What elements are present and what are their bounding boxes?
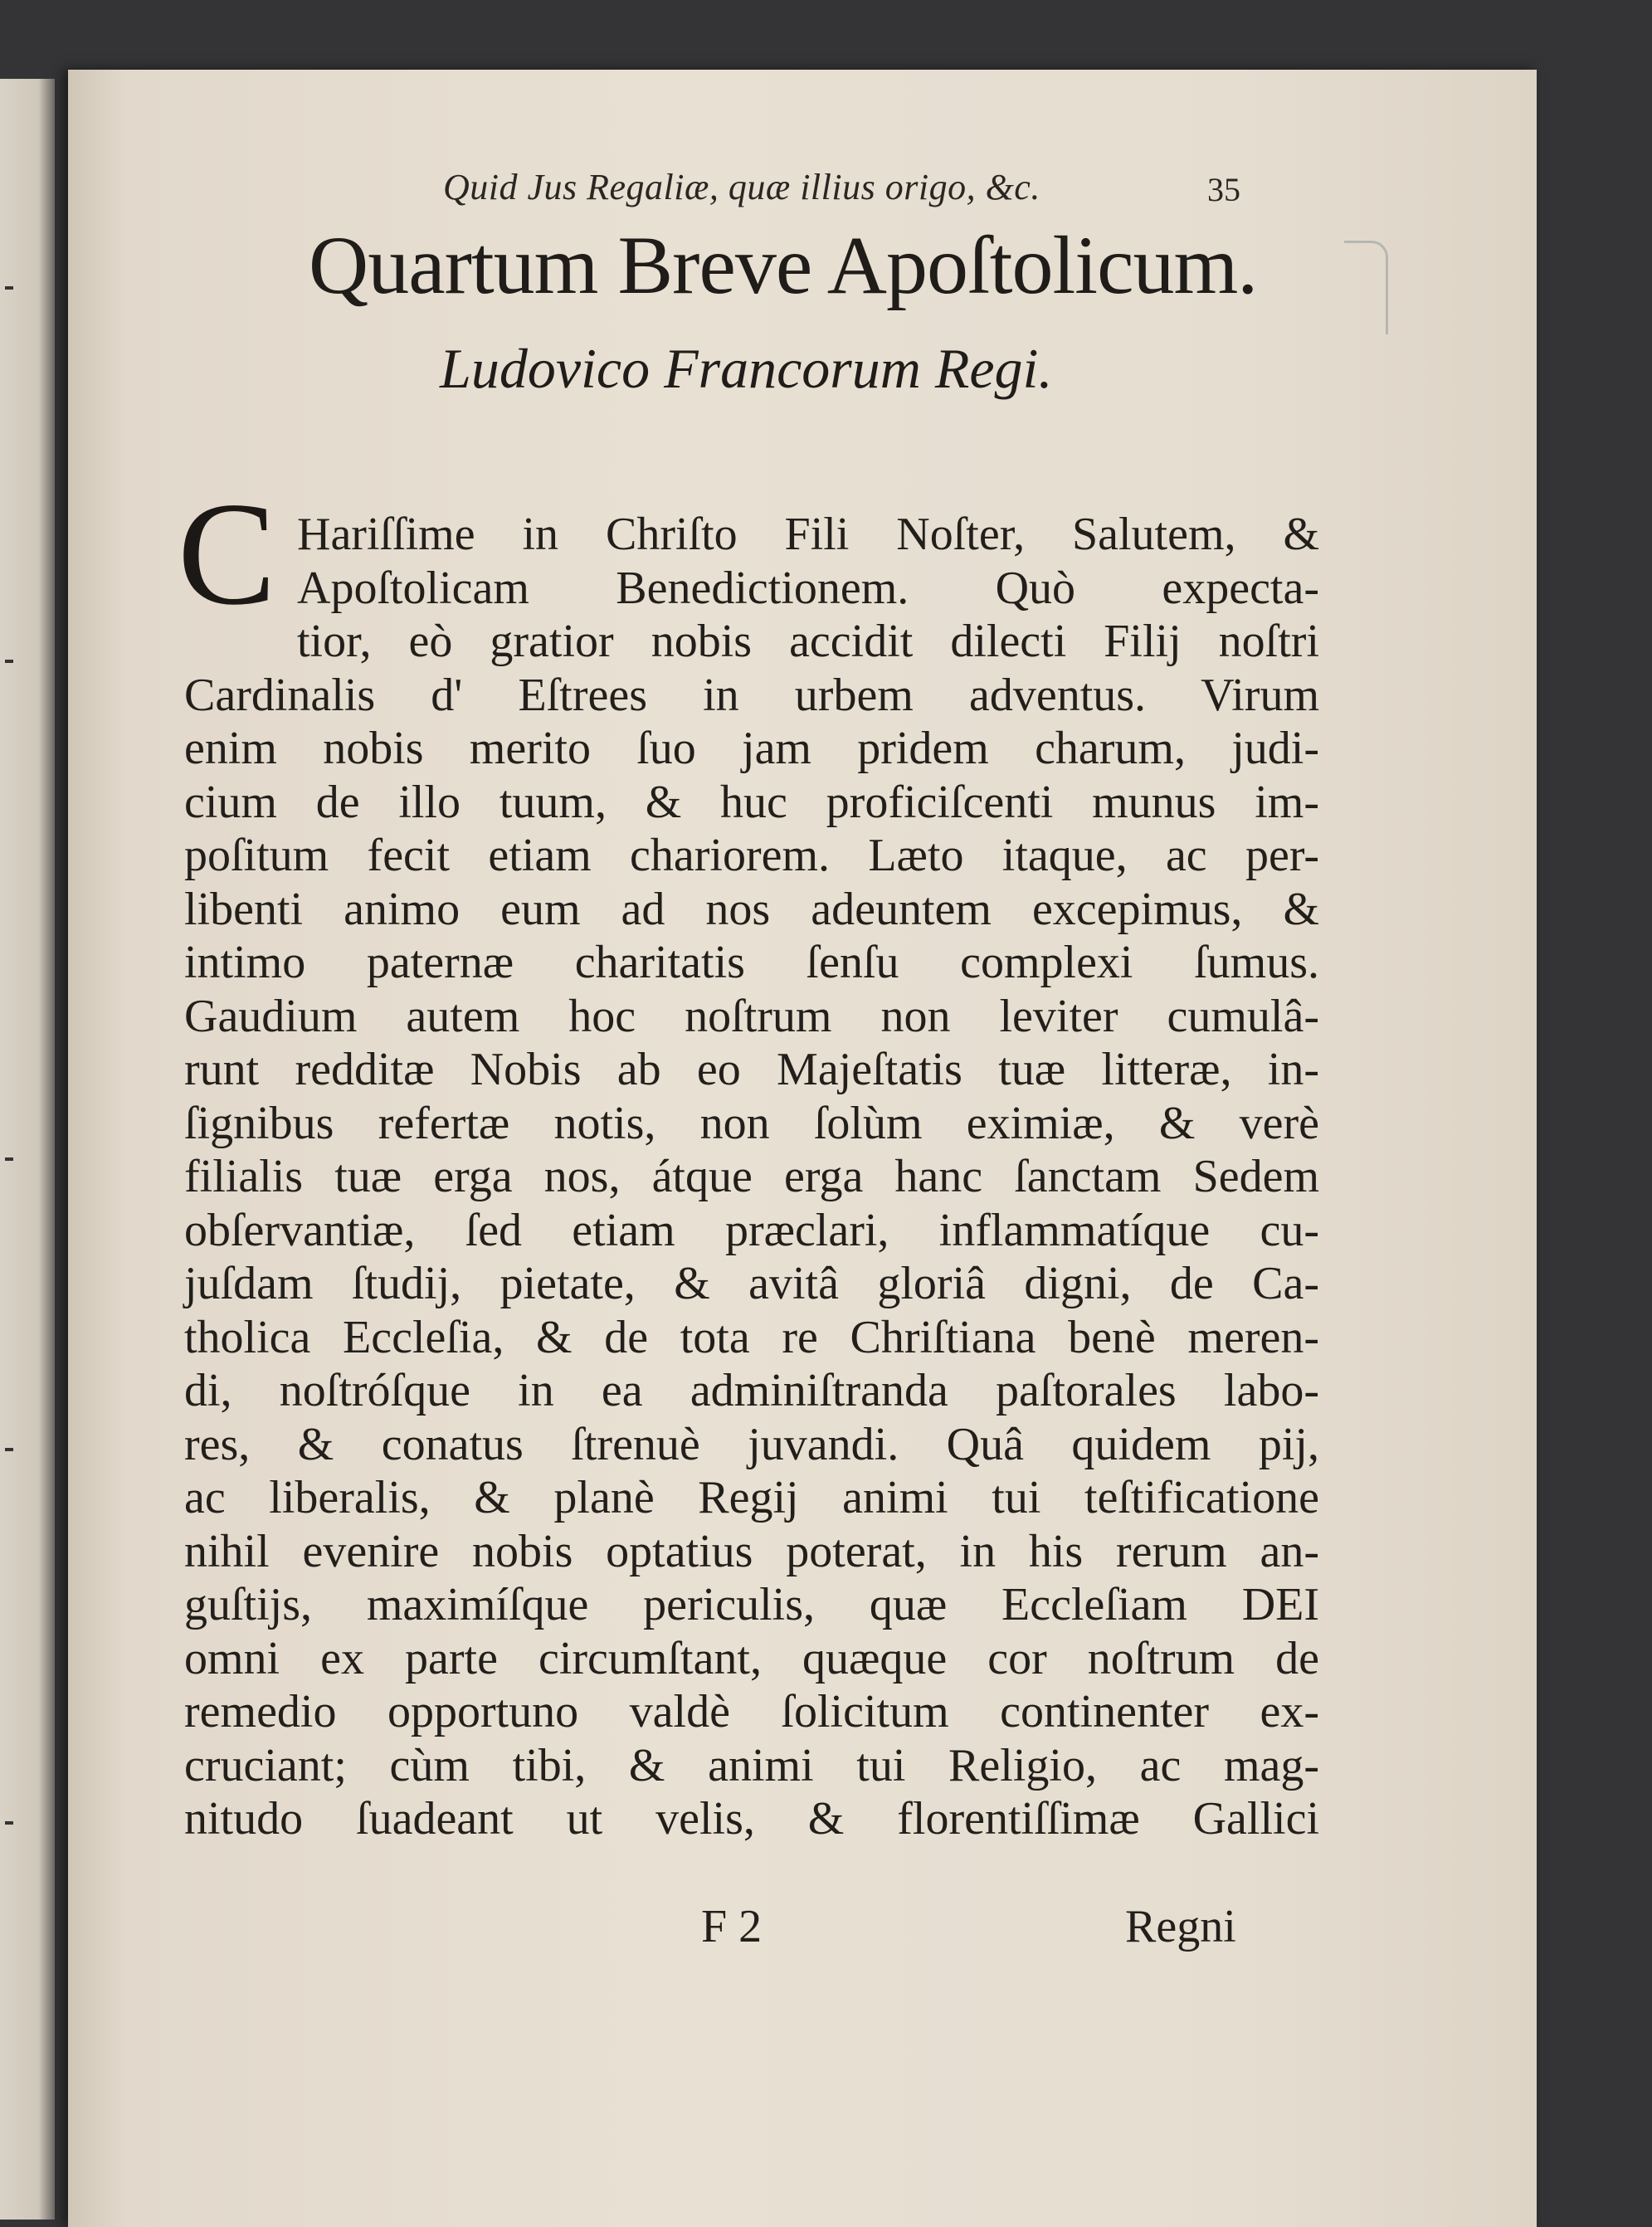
text-line: Gaudium autem hoc noſtrum non leviter cumulâ- [184, 990, 1319, 1042]
page-number: 35 [1207, 171, 1240, 208]
text-line: ſignibus refertæ notis, non ſolùm eximiæ, & verè [184, 1097, 1319, 1149]
text-line: Apoſtolicam Benedictionem. Quò expecta- [297, 562, 1319, 614]
running-head: Quid Jus Regaliæ, quæ illius origo, &c. [443, 167, 1040, 207]
text-line: omni ex parte circumſtant, quæque cor noſtrum de [184, 1632, 1319, 1684]
text-line: cium de illo tuum, & huc proficiſcenti munus im- [184, 776, 1319, 828]
pencil-mark [1344, 241, 1388, 334]
text-line: tior, eò gratior nobis accidit dilecti Filij noſtri [297, 616, 1319, 667]
text-line: di, noſtróſque in ea adminiſtranda paſtorales labo- [184, 1365, 1319, 1416]
text-line: filialis tuæ erga nos, átque erga hanc ſanctam Sedem [184, 1151, 1319, 1202]
text-line: Cardinalis d' Eſtrees in urbem adventus. Virum [184, 669, 1319, 721]
text-line: remedio opportuno valdè ſolicitum continenter ex- [184, 1686, 1319, 1737]
text-line: res, & conatus ſtrenuè juvandi. Quâ quidem pij, [184, 1418, 1319, 1470]
text-line: intimo paternæ charitatis ſenſu complexi ſumus. [184, 937, 1319, 988]
text-line: enim nobis merito ſuo jam pridem charum, judi- [184, 723, 1319, 774]
facing-page-print-mark [5, 660, 13, 663]
signature-mark: F 2 [701, 1901, 763, 1952]
facing-page-print-mark [5, 1448, 13, 1451]
text-line: nihil evenire nobis optatius poterat, in his rerum an- [184, 1525, 1319, 1577]
text-line: ac liberalis, & planè Regij animi tui teſtificatione [184, 1472, 1319, 1523]
facing-page-print-mark [5, 1157, 13, 1161]
text-line: libenti animo eum ad nos adeuntem excepimus, & [184, 883, 1319, 935]
facing-page-print-mark [5, 1821, 13, 1825]
text-line: runt redditæ Nobis ab eo Majeſtatis tuæ litteræ, in- [184, 1044, 1319, 1095]
page-subtitle: Ludovico Francorum Regi. [440, 337, 1053, 400]
facing-page-print-mark [5, 286, 13, 290]
text-line: cruciant; cùm tibi, & animi tui Religio, ac mag- [184, 1739, 1319, 1791]
text-line: obſervantiæ, ſed etiam præclari, inflammatíque cu- [184, 1204, 1319, 1256]
text-line: juſdam ſtudij, pietate, & avitâ gloriâ digni, de Ca- [184, 1258, 1319, 1309]
text-line: poſitum fecit etiam chariorem. Læto itaque, ac per- [184, 830, 1319, 881]
facing-page-edge [0, 79, 55, 2220]
page-title: Quartum Breve Apoſtolicum. [309, 219, 1258, 311]
text-line: tholica Eccleſia, & de tota re Chriſtiana benè meren- [184, 1311, 1319, 1363]
body-text [184, 508, 1319, 1846]
catchword: Regni [1125, 1901, 1236, 1952]
drop-cap: C [178, 471, 276, 636]
text-line: guſtijs, maximíſque periculis, quæ Eccleſiam DEI [184, 1579, 1319, 1630]
text-line: nitudo ſuadeant ut velis, & florentiſſimæ Gallici [184, 1793, 1319, 1844]
text-line: Hariſſime in Chriſto Fili Noſter, Salutem, & [297, 509, 1319, 560]
